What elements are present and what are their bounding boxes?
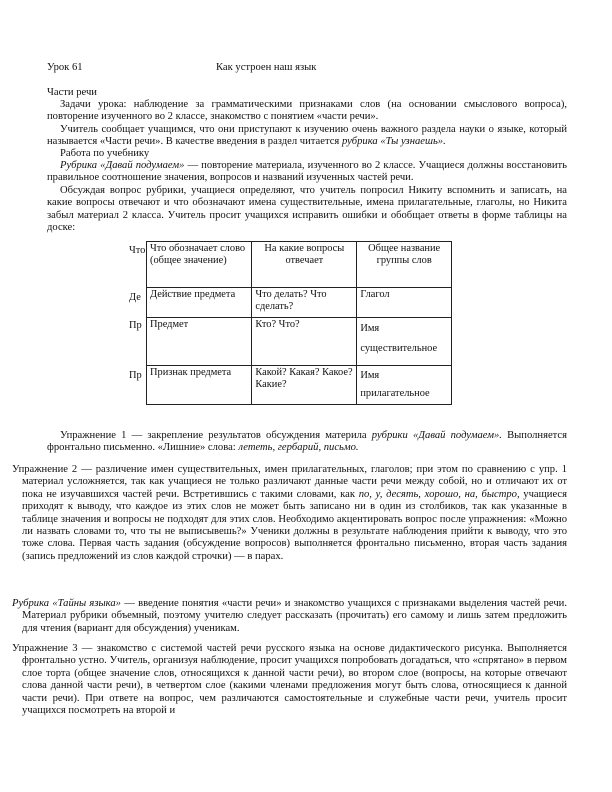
intro-paragraph — [47, 124, 567, 149]
ex3-text: Упражнение 3 — знакомство с системой частей речи русского языка на основе дидактического рисунка. Выполняется фронтально устно. Учитель, организуя наблюдение, просит учащихся попробовать догадаться, что «спрятано» в первом слое торта (общее значение слов, относящихся к данной части речи), во втором слое (вопросы, на которые отвечают слова данной части речи), в четвертом слое (какими членами предложения могут быть слова, относящиеся к данной части речи). При ответе на вопрос, чем различаются самостоятельные и служебные части речи, учитель просит учащихся посмотреть на второй и — [12, 643, 567, 717]
table-header-text: Что обозначает слово (общее значение) — [150, 243, 246, 266]
exercise-1 — [47, 430, 567, 455]
discussion-paragraph — [47, 185, 567, 235]
intro-text: Учитель сообщает учащимся, что они приступают к изучению очень важного раздела науки о языке, который называется «Части речи». В качестве введения в раздел читается — [47, 124, 567, 148]
table-cell-text: Глагол — [360, 289, 390, 300]
rubric-name: Рубрика «Давай подумаем» — [60, 160, 185, 171]
table-header-text: На какие вопросы отвечает — [264, 243, 345, 266]
lesson-title: Как устроен наш язык — [216, 62, 317, 73]
rubric-text: — повторение материала, изученного во 2 классе. Учащиеся должны восстановить правильное соотношение значения, вопросов и названий изученных частей речи. — [47, 160, 567, 184]
ex1-rubric: рубрики «Давай подумаем». — [371, 430, 502, 441]
ex1-words: лететь, гербарий, письмо. — [238, 442, 359, 454]
exercise-2 — [12, 464, 567, 563]
discussion-text: Обсуждая вопрос рубрики, учащиеся определяют, что учитель попросил Никиту вспомнить и записать, на какие вопросы отвечают и что обозначают имена существительные, имена прилагательные, глаголы, но Никита забыл материал 2 класса. Учитель просит учащихся исправить ошибки и обобщает ответы в форме таблицы на доске: — [47, 185, 567, 234]
table-cell — [147, 288, 252, 318]
rubric-secrets-name: Рубрика «Тайны языка» — [12, 598, 121, 609]
table-cell-text: Имя существительное — [360, 323, 438, 354]
table-cell-text: Признак предмета — [150, 367, 232, 378]
table-cell — [252, 288, 357, 318]
table-cell-text: Что делать? Что сделать? — [255, 289, 327, 312]
ex1-text-2: Выполняется фронтально письменно. «Лишние» слова: — [47, 430, 567, 454]
ex2-text: Упражнение 2 — различение имен существительных, имен прилагательных, глаголов; при этом по сравнению с упр. 1 материал усложняется, так как учащиеся не только различают данные части речи между собой, но и отличают их от пока не изучавшихся частей речи. Встретившись с такими словами, как — [12, 464, 567, 500]
ex2-words: по, у, десять, хорошо, на, быстро, — [358, 488, 520, 500]
intro-rubric: рубрика «Ты узнаешь». — [341, 136, 446, 148]
table-cell — [357, 318, 452, 366]
rubric-paragraph — [47, 160, 567, 185]
lesson-goals — [47, 99, 567, 124]
table-header-cell — [252, 242, 357, 288]
table-row — [147, 366, 452, 405]
overlay-label: Пр — [129, 370, 142, 381]
table-header-row — [147, 242, 452, 288]
textbook-heading: Работа по учебнику — [60, 148, 150, 159]
table-cell — [357, 288, 452, 318]
exercise-3 — [12, 643, 567, 717]
table-cell — [252, 318, 357, 366]
table-cell-text: Кто? Что? — [255, 319, 300, 330]
ex1-text: Упражнение 1 — закрепление результатов обсуждения материла — [60, 430, 372, 441]
topic-heading: Части речи — [47, 87, 97, 98]
table-row — [147, 318, 452, 366]
table-header-cell — [147, 242, 252, 288]
rubric-secrets-text: — введение понятия «части речи» и знакомство учащихся с признаками выделения частей речи. Материал рубрики объемный, поэтому учителю следует рассказать (прочитать) его самому и лишь затем предложить для чтения (вариант для обсуждения) ученикам. — [22, 598, 567, 634]
table-cell — [252, 366, 357, 405]
table-header-cell — [357, 242, 452, 288]
table-cell-text: Какой? Какая? Какое? Какие? — [255, 367, 353, 390]
lesson-goals-text: Задачи урока: наблюдение за грамматическими признаками слов (на основании смыслового вопроса), повторение изученного во 2 классе, знакомство с понятием «части речи». — [47, 99, 567, 123]
table-cell-text: Имя прилагательное — [360, 370, 430, 399]
overlay-label: Что — [129, 245, 146, 256]
table-row — [147, 288, 452, 318]
lesson-number: Урок 61 — [47, 62, 83, 73]
parts-of-speech-table — [146, 241, 452, 405]
table-cell — [357, 366, 452, 405]
table-header-text: Общее название группы слов — [368, 243, 441, 266]
overlay-label: Де — [129, 292, 141, 303]
table-cell-text: Предмет — [150, 319, 189, 330]
table-cell — [147, 318, 252, 366]
overlay-label: Пр — [129, 320, 142, 331]
rubric-secrets — [12, 598, 567, 635]
ex2-text-2: учащиеся приходят к выводу, что каждое из этих слов не может быть записано ни в один из столбиков, так как указанные в таблице значения и вопросы не подходят для этих слов. Необходимо акцентировать вопрос после упражнения: «Можно ли назвать словами то, что ты не выписывешь?» Ученики должны в результате наблюдения прийти к выводу, что это тоже слова. Первая часть задания (обсуждение вопросов) выполняется фронтально письменно, вторая часть задания (запись предложений из слов каждой строчки) — в парах. — [22, 488, 567, 562]
table-cell — [147, 366, 252, 405]
table-cell-text: Действие предмета — [150, 289, 236, 300]
